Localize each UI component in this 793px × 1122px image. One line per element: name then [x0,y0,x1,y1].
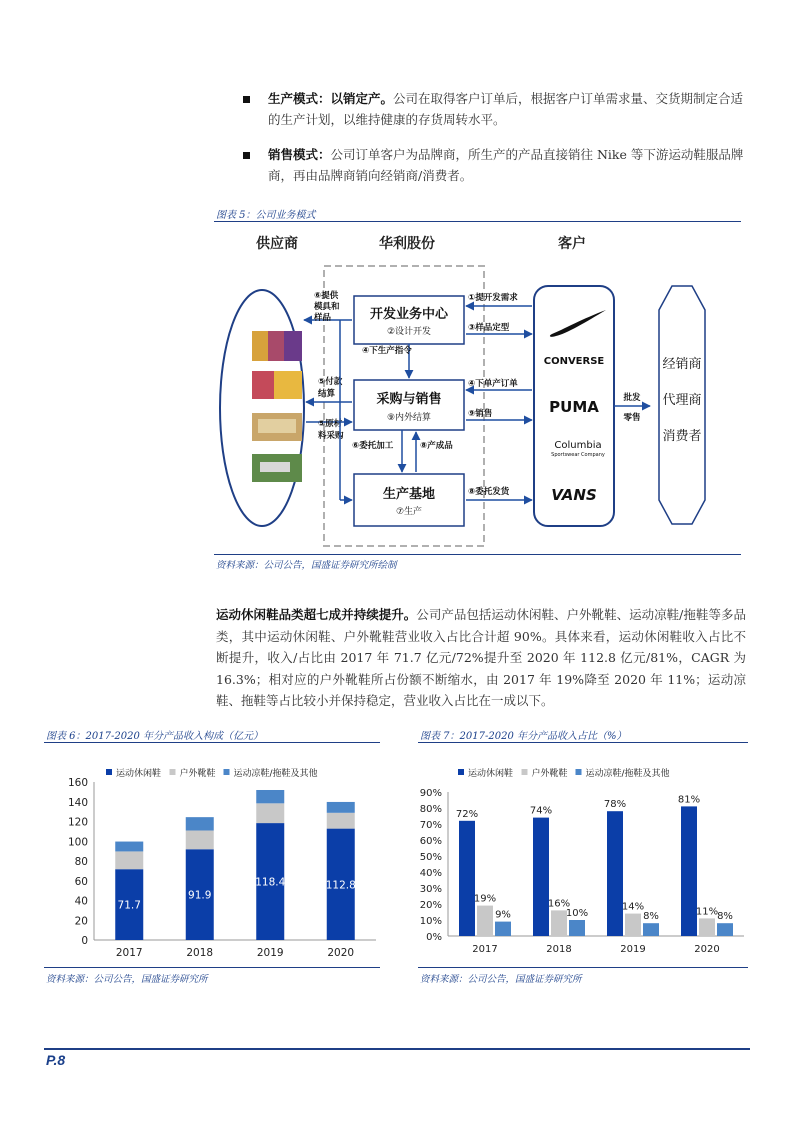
data-label: 74% [529,805,553,817]
legend-label: 运动休闲鞋 [116,769,162,779]
svg-text:消费者: 消费者 [662,429,702,444]
bar [717,923,733,936]
supplier-ellipse [220,290,304,526]
bar-segment [327,802,355,813]
figure5-title: 图表 5：公司业务模式 [216,210,316,221]
y-tick-label: 20 [74,915,88,928]
data-label: 8% [717,911,733,923]
bar [643,923,659,936]
y-tick-label: 40% [419,868,442,879]
figure5-bottom-rule [214,554,741,555]
y-tick-label: 140 [67,796,88,809]
col-company: 华利股份 [379,236,435,252]
chart6-top-rule [44,742,380,743]
y-tick-label: 10% [419,916,442,927]
svg-text:⑨内外结算: ⑨内外结算 [386,413,432,423]
data-label: 16% [547,898,571,910]
y-tick-label: 40 [74,895,88,908]
data-label: 19% [473,893,497,905]
bar [569,920,585,936]
data-label: 78% [603,799,627,811]
svg-text:④下生产指令: ④下生产指令 [362,346,412,356]
legend-label: 户外靴鞋 [179,769,216,779]
svg-text:经销商: 经销商 [662,357,702,372]
svg-text:⑧产成品: ⑧产成品 [420,441,453,451]
svg-text:⑥委托加工: ⑥委托加工 [352,441,394,451]
chart-revenue-share [418,760,750,964]
y-tick-label: 50% [419,852,442,863]
svg-text:②设计开发: ②设计开发 [386,327,432,337]
bar-segment [256,790,284,803]
x-tick-label: 2020 [327,947,355,959]
x-tick-label: 2020 [694,944,720,955]
col-customer: 客户 [558,236,586,252]
data-label: 11% [695,906,719,918]
y-tick-label: 60 [74,875,88,888]
data-label: 112.8 [325,879,356,892]
chart7-bottom-rule [418,967,748,968]
bar [477,906,493,936]
svg-text:③样品定型: ③样品定型 [468,323,510,333]
y-tick-label: 90% [419,788,442,799]
bar-segment [327,813,355,829]
svg-text:VANS: VANS [551,486,597,504]
figure5-source: 资料来源：公司公告，国盛证券研究所绘制 [216,560,397,571]
chart6-bottom-rule [44,967,380,968]
svg-text:Columbia: Columbia [554,440,602,451]
bar [551,910,567,936]
y-tick-label: 70% [419,820,442,831]
figure5-top-rule [214,221,741,222]
x-tick-label: 2017 [115,947,143,959]
svg-text:结算: 结算 [318,389,336,399]
svg-text:样品: 样品 [314,313,332,323]
svg-text:⑧委托发货: ⑧委托发货 [468,487,510,497]
data-label: 9% [495,909,511,921]
svg-text:生产基地: 生产基地 [382,487,436,502]
y-tick-label: 0 [81,935,88,947]
bullet-production: 生产模式：以销定产。公司在取得客户订单后，根据客户订单需求量、交货期制定合适的生产计划，以维持健康的存货周转水平。 [268,91,744,127]
bar-segment [186,830,214,849]
data-label: 81% [677,794,701,806]
svg-text:开发业务中心: 开发业务中心 [369,307,449,322]
y-tick-label: 100 [67,836,88,849]
legend-swatch [224,769,230,775]
svg-text:⑤付款: ⑤付款 [318,377,343,387]
chart7-top-rule [418,742,748,743]
chart-revenue-composition [44,760,384,964]
data-label: 14% [621,901,645,913]
bar [699,918,715,936]
legend-label: 运动休闲鞋 [468,769,514,779]
bar-segment [186,817,214,830]
x-tick-label: 2019 [256,947,284,959]
bar-segment [115,842,143,852]
bar [459,821,475,936]
x-tick-label: 2018 [186,947,214,959]
bar [625,914,641,936]
chart6-source: 资料来源：公司公告，国盛证券研究所 [46,974,208,985]
x-tick-label: 2018 [546,944,572,955]
svg-text:PUMA: PUMA [549,398,599,416]
data-label: 8% [643,911,659,923]
bar [533,818,549,936]
svg-text:模具和: 模具和 [314,302,340,312]
svg-text:采购与销售: 采购与销售 [376,392,442,407]
svg-text:⑤原材: ⑤原材 [318,419,343,429]
y-tick-label: 20% [419,900,442,911]
svg-text:批发: 批发 [623,393,641,403]
y-tick-label: 0% [426,932,442,943]
legend-swatch [576,769,582,775]
legend-label: 运动凉鞋/拖鞋及其他 [585,769,670,779]
svg-text:CONVERSE: CONVERSE [543,356,605,367]
y-tick-label: 80% [419,804,442,815]
footer-rule [44,1048,750,1050]
bullet-marker [243,152,250,159]
y-tick-label: 80 [74,856,88,868]
data-label: 10% [565,908,589,919]
data-label: 72% [455,808,479,820]
svg-text:⑥提供: ⑥提供 [314,291,339,301]
business-model-diagram [214,226,744,552]
svg-text:①提开发需求: ①提开发需求 [468,293,518,303]
svg-text:⑨销售: ⑨销售 [468,409,493,419]
data-label: 71.7 [117,899,141,912]
bar-segment [256,803,284,823]
data-label: 91.9 [188,889,212,902]
svg-text:料采购: 料采购 [318,431,344,441]
legend-swatch [170,769,176,775]
chart7-source: 资料来源：公司公告，国盛证券研究所 [420,974,582,985]
bullet-sales: 销售模式：公司订单客户为品牌商，所生产的产品直接销往 Nike 等下游运动鞋服品牌商，再由品牌商销向经销商/消费者。 [268,147,744,183]
col-supplier: 供应商 [256,236,298,252]
svg-text:代理商: 代理商 [662,393,702,408]
legend-swatch [522,769,528,775]
bullet-marker [243,96,250,103]
x-tick-label: 2017 [472,944,498,955]
svg-text:④下单产订单: ④下单产订单 [468,379,518,389]
legend-label: 户外靴鞋 [531,769,568,779]
svg-text:Sportswear Company: Sportswear Company [551,452,605,458]
y-tick-label: 30% [419,884,442,895]
y-tick-label: 160 [67,777,88,789]
body-paragraph: 运动休闲鞋品类超七成并持续提升。公司产品包括运动休闲鞋、户外靴鞋、运动凉鞋/拖鞋等多品类，其中运动休闲鞋、户外靴鞋营业收入占比合计超 90%。具体来看，运动休闲鞋收入占比不断提升，收入/占比由 2017 年 71.7 亿元/72%提升至 2020 年 112.8 亿元/81%，CAGR 为 16.3%；相对应的户外靴鞋所占份额不断缩水，由 2017 年 19%降至 2020 年 11%；运动凉鞋、拖鞋等占比较小并保持稳定，营业收入占比在一成以下。 [216,607,746,708]
bar-segment [115,851,143,869]
bar [495,922,511,936]
legend-swatch [106,769,112,775]
svg-text:⑦生产: ⑦生产 [395,507,423,517]
page-number: P.8 [46,1052,66,1068]
chart7-title: 图表 7：2017-2020 年分产品收入占比（%） [420,731,627,742]
svg-text:零售: 零售 [623,413,641,423]
bar [607,811,623,936]
x-tick-label: 2019 [620,944,646,955]
bar [681,806,697,936]
legend-label: 运动凉鞋/拖鞋及其他 [233,769,318,779]
data-label: 118.4 [255,876,286,889]
y-tick-label: 60% [419,836,442,847]
y-tick-label: 120 [67,816,88,829]
legend-swatch [458,769,464,775]
chart6-title: 图表 6：2017-2020 年分产品收入构成（亿元） [46,731,263,742]
